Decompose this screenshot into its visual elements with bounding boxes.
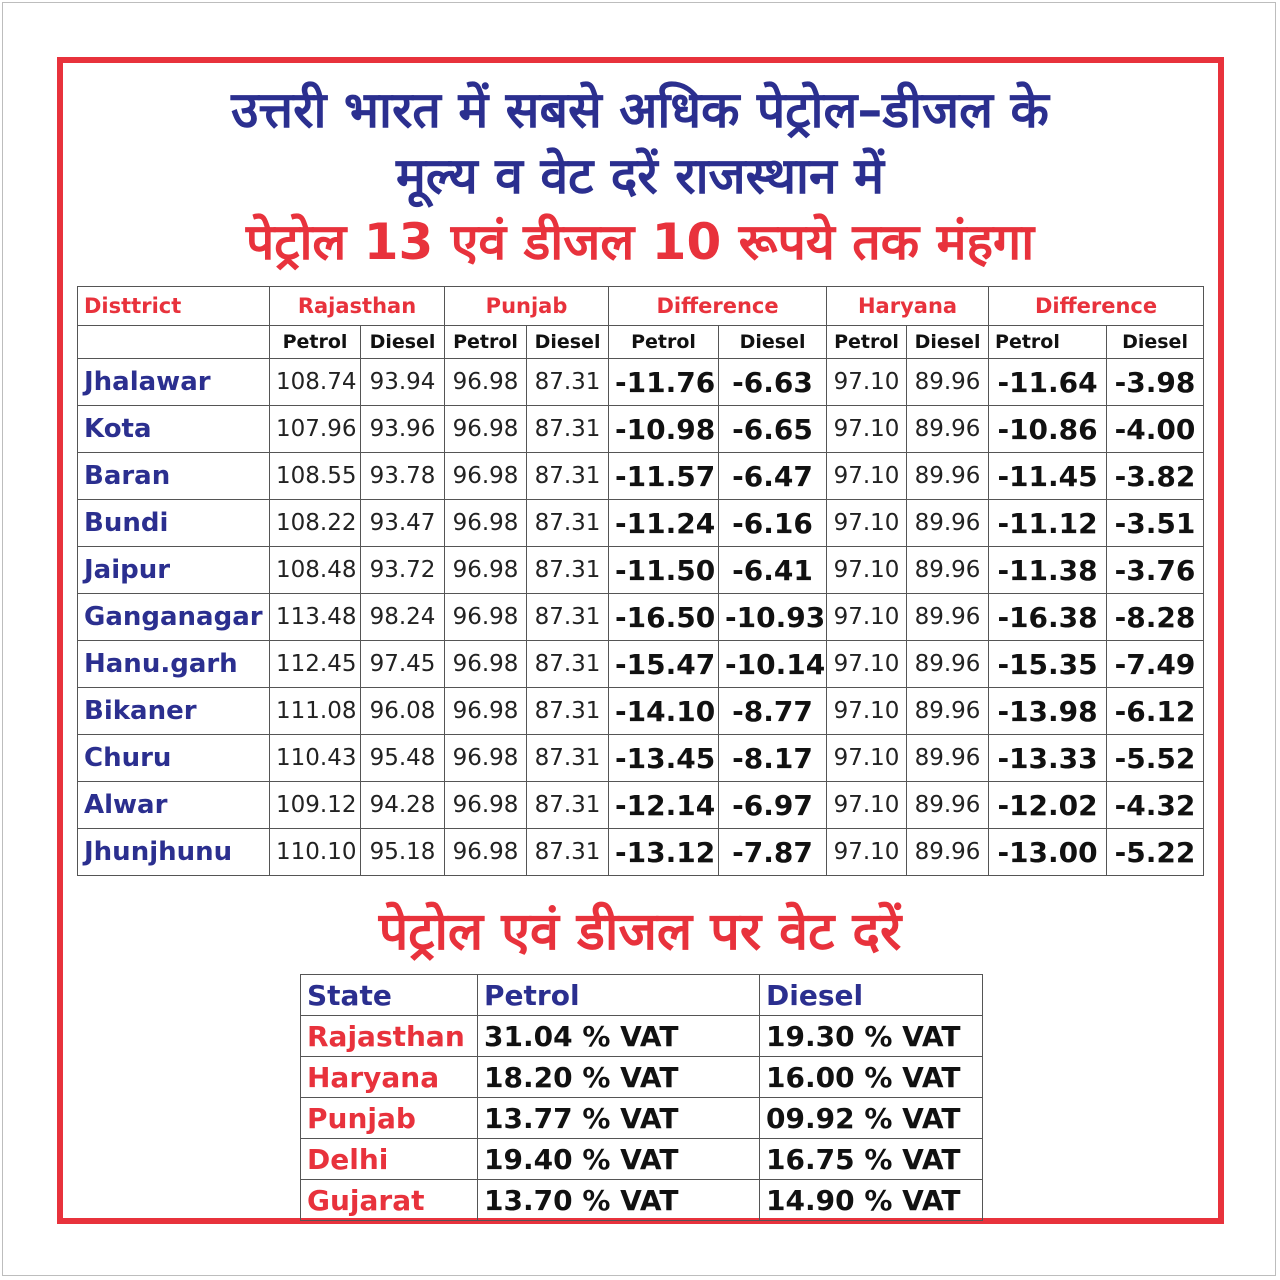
price-cell: 93.47 [361,500,445,547]
headline-line-3: पेट्रोल 13 एवं डीजल 10 रूपये तक मंहगा [245,213,1035,271]
difference-cell: -15.35 [989,641,1107,688]
sub-header-cell: Diesel [907,326,989,359]
table-row [78,500,1204,547]
price-cell: 97.10 [827,500,907,547]
table-row [78,829,1204,876]
difference-cell: -13.45 [609,735,719,782]
vat-petrol: 31.04 % VAT [478,1016,760,1057]
district-name: Churu [78,735,270,782]
price-cell: 87.31 [527,406,609,453]
vat-petrol: 19.40 % VAT [478,1139,760,1180]
price-cell: 113.48 [270,594,361,641]
price-cell: 108.48 [270,547,361,594]
sub-header-cell: Petrol [270,326,361,359]
header-punjab: Punjab [445,287,609,326]
sub-header-cell: Diesel [1107,326,1204,359]
difference-cell: -5.22 [1107,829,1204,876]
price-cell: 110.43 [270,735,361,782]
price-cell: 97.10 [827,359,907,406]
vat-petrol: 13.70 % VAT [478,1180,760,1221]
district-name: Baran [78,453,270,500]
price-cell: 97.10 [827,829,907,876]
difference-cell: -7.87 [719,829,827,876]
difference-cell: -11.38 [989,547,1107,594]
difference-cell: -8.28 [1107,594,1204,641]
headline-line-1: उत्तरी भारत में सबसे अधिक पेट्रोल–डीजल के [231,81,1049,139]
vat-header-row [301,975,983,1016]
sub-header-cell: Diesel [719,326,827,359]
sub-header-cell: Petrol [827,326,907,359]
price-cell: 87.31 [527,547,609,594]
difference-cell: -11.12 [989,500,1107,547]
price-cell: 97.10 [827,453,907,500]
sub-header-cell: Diesel [361,326,445,359]
price-cell: 107.96 [270,406,361,453]
group-header-row [78,287,1204,326]
price-cell: 112.45 [270,641,361,688]
price-cell: 97.10 [827,406,907,453]
price-cell: 108.74 [270,359,361,406]
difference-cell: -7.49 [1107,641,1204,688]
vat-row [301,1180,983,1221]
price-cell: 97.10 [827,594,907,641]
header-haryana: Haryana [827,287,989,326]
vat-state: Gujarat [301,1180,478,1221]
header-difference-haryana: Difference [989,287,1204,326]
difference-cell: -3.51 [1107,500,1204,547]
price-cell: 109.12 [270,782,361,829]
price-cell: 89.96 [907,406,989,453]
price-cell: 89.96 [907,547,989,594]
district-name: Kota [78,406,270,453]
difference-cell: -11.76 [609,359,719,406]
price-cell: 89.96 [907,500,989,547]
vat-row [301,1057,983,1098]
vat-state: Haryana [301,1057,478,1098]
vat-petrol: 18.20 % VAT [478,1057,760,1098]
district-name: Bikaner [78,688,270,735]
difference-cell: -4.00 [1107,406,1204,453]
difference-cell: -13.12 [609,829,719,876]
difference-cell: -11.50 [609,547,719,594]
vat-diesel: 19.30 % VAT [760,1016,983,1057]
table-row [78,406,1204,453]
price-cell: 96.98 [445,406,527,453]
difference-cell: -11.64 [989,359,1107,406]
difference-cell: -3.82 [1107,453,1204,500]
price-cell: 87.31 [527,594,609,641]
difference-cell: -3.98 [1107,359,1204,406]
sub-header-blank [78,326,270,359]
price-cell: 96.98 [445,594,527,641]
difference-cell: -10.86 [989,406,1107,453]
difference-cell: -5.52 [1107,735,1204,782]
price-cell: 96.98 [445,735,527,782]
table-row [78,782,1204,829]
district-name: Jhalawar [78,359,270,406]
price-cell: 87.31 [527,453,609,500]
price-comparison-table [77,286,1204,876]
difference-cell: -16.38 [989,594,1107,641]
difference-cell: -10.98 [609,406,719,453]
district-name: Jaipur [78,547,270,594]
headline-line-2: मूल्य व वेट दरें राजस्थान में [395,147,885,205]
difference-cell: -6.65 [719,406,827,453]
price-cell: 93.78 [361,453,445,500]
vat-header-state: State [301,975,478,1016]
price-cell: 89.96 [907,594,989,641]
difference-cell: -6.16 [719,500,827,547]
sub-header-cell: Petrol [989,326,1107,359]
table-row [78,735,1204,782]
price-cell: 87.31 [527,688,609,735]
vat-state: Rajasthan [301,1016,478,1057]
difference-cell: -14.10 [609,688,719,735]
price-cell: 93.72 [361,547,445,594]
district-name: Ganganagar [78,594,270,641]
price-cell: 111.08 [270,688,361,735]
price-cell: 96.98 [445,688,527,735]
price-cell: 95.18 [361,829,445,876]
price-cell: 87.31 [527,641,609,688]
vat-petrol: 13.77 % VAT [478,1098,760,1139]
price-cell: 87.31 [527,782,609,829]
header-difference-punjab: Difference [609,287,827,326]
vat-header-petrol: Petrol [478,975,760,1016]
difference-cell: -6.12 [1107,688,1204,735]
price-cell: 87.31 [527,829,609,876]
price-cell: 96.98 [445,500,527,547]
price-cell: 89.96 [907,735,989,782]
district-name: Bundi [78,500,270,547]
price-cell: 97.10 [827,782,907,829]
vat-title: पेट्रोल एवं डीजल पर वेट दरें [378,902,902,962]
price-cell: 98.24 [361,594,445,641]
sub-header-row [78,326,1204,359]
difference-cell: -6.47 [719,453,827,500]
price-cell: 96.98 [445,641,527,688]
price-cell: 96.98 [445,547,527,594]
difference-cell: -10.14 [719,641,827,688]
table-row [78,688,1204,735]
difference-cell: -13.33 [989,735,1107,782]
price-cell: 97.10 [827,735,907,782]
table-row [78,359,1204,406]
difference-cell: -3.76 [1107,547,1204,594]
vat-rates-table [300,974,983,1221]
price-cell: 96.08 [361,688,445,735]
difference-cell: -12.02 [989,782,1107,829]
difference-cell: -8.77 [719,688,827,735]
price-cell: 93.94 [361,359,445,406]
price-cell: 108.55 [270,453,361,500]
price-cell: 96.98 [445,829,527,876]
table-row [78,547,1204,594]
price-cell: 96.98 [445,782,527,829]
price-cell: 89.96 [907,359,989,406]
price-cell: 89.96 [907,829,989,876]
price-cell: 97.10 [827,688,907,735]
price-cell: 97.45 [361,641,445,688]
price-cell: 94.28 [361,782,445,829]
vat-header-diesel: Diesel [760,975,983,1016]
vat-diesel: 09.92 % VAT [760,1098,983,1139]
price-cell: 97.10 [827,641,907,688]
price-cell: 87.31 [527,735,609,782]
price-cell: 96.98 [445,453,527,500]
vat-diesel: 16.75 % VAT [760,1139,983,1180]
difference-cell: -11.24 [609,500,719,547]
sub-header-cell: Petrol [445,326,527,359]
price-cell: 96.98 [445,359,527,406]
district-name: Alwar [78,782,270,829]
price-cell: 89.96 [907,641,989,688]
price-cell: 110.10 [270,829,361,876]
sub-header-cell: Petrol [609,326,719,359]
price-cell: 97.10 [827,547,907,594]
header-district: Disttrict [78,287,270,326]
difference-cell: -10.93 [719,594,827,641]
price-cell: 89.96 [907,782,989,829]
difference-cell: -8.17 [719,735,827,782]
district-name: Jhunjhunu [78,829,270,876]
difference-cell: -4.32 [1107,782,1204,829]
difference-cell: -12.14 [609,782,719,829]
price-cell: 87.31 [527,359,609,406]
price-cell: 93.96 [361,406,445,453]
price-cell: 108.22 [270,500,361,547]
price-cell: 89.96 [907,453,989,500]
difference-cell: -6.97 [719,782,827,829]
vat-diesel: 16.00 % VAT [760,1057,983,1098]
sub-header-cell: Diesel [527,326,609,359]
difference-cell: -16.50 [609,594,719,641]
difference-cell: -6.63 [719,359,827,406]
district-name: Hanu.garh [78,641,270,688]
header-rajasthan: Rajasthan [270,287,445,326]
difference-cell: -6.41 [719,547,827,594]
difference-cell: -13.98 [989,688,1107,735]
difference-cell: -11.45 [989,453,1107,500]
difference-cell: -15.47 [609,641,719,688]
price-cell: 87.31 [527,500,609,547]
difference-cell: -11.57 [609,453,719,500]
price-cell: 89.96 [907,688,989,735]
vat-row [301,1139,983,1180]
table-row [78,641,1204,688]
table-row [78,594,1204,641]
vat-row [301,1016,983,1057]
vat-row [301,1098,983,1139]
vat-diesel: 14.90 % VAT [760,1180,983,1221]
vat-state: Delhi [301,1139,478,1180]
difference-cell: -13.00 [989,829,1107,876]
vat-state: Punjab [301,1098,478,1139]
price-cell: 95.48 [361,735,445,782]
table-row [78,453,1204,500]
